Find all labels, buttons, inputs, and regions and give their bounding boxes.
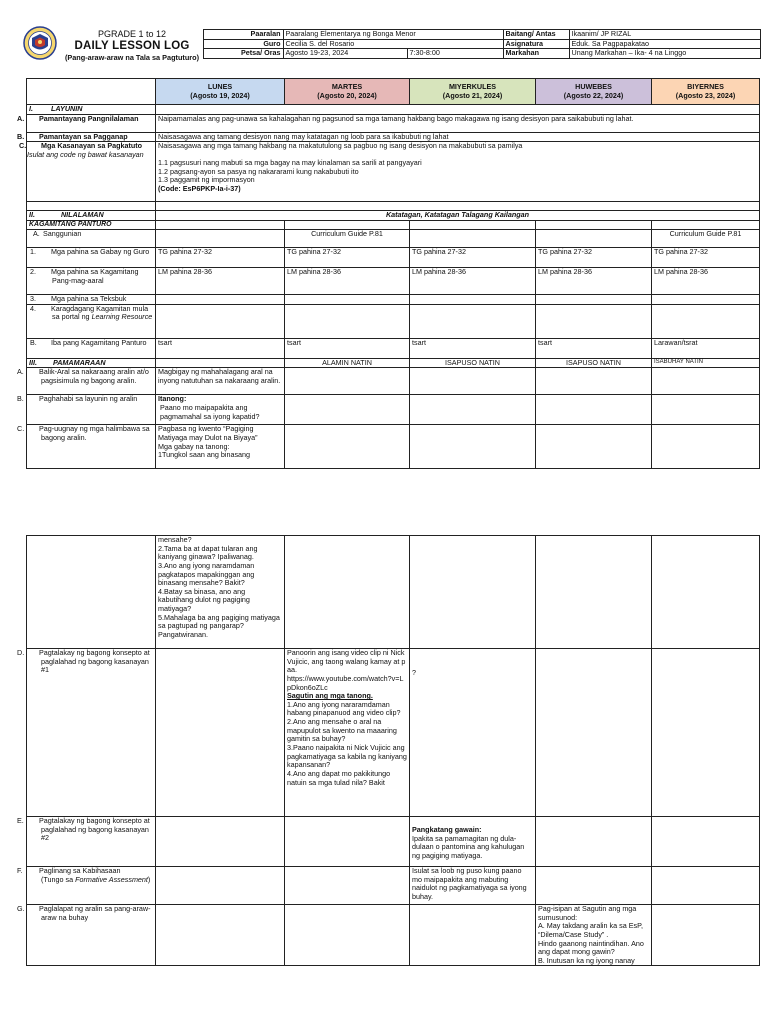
markahan-label: Markahan	[503, 49, 569, 59]
petsa-value: Agosto 19-23, 2024	[283, 49, 407, 59]
tg-biyernes: TG pahina 27-32	[652, 248, 760, 268]
baitang-label: Baitang/ Antas	[503, 30, 569, 40]
guro-label: Guro	[203, 39, 283, 49]
lm-huwebes: LM pahina 28-36	[536, 268, 652, 295]
mga-kasanayan-value: Naisasagawa ang mga tamang hakbang na makatutulong sa pagbuo ng isang desisyon na makabubuti sa pamilya 1.1 pagsusuri nang mabuti sa mga bagay na may kinalaman sa sarili at pangyayari 1.2 pagsang-ayon sa pasya ng nakararami kung nakabubuti ito 1.3 paggamit ng impormasyon (Code: EsP6PKP-Ia-i-37)	[156, 142, 760, 202]
lm-biyernes: LM pahina 28-36	[652, 268, 760, 295]
pag-uugnay-lunes: Pagbasa ng kwento “Pagiging Matiyaga may Dulot na Biyaya” Mga gabay na tanong: 1Tungkol saan ang binasang	[156, 425, 285, 469]
oras-value: 7:30-8:00	[407, 49, 503, 59]
paglinang-miyerkules: Isulat sa loob ng puso kung paano mo maipapakita ang mabuting naidulot ng pagkamatiyaga sa iyong buhay.	[410, 867, 536, 905]
sanggunian-biyernes: Curriculum Guide P.81	[652, 230, 760, 248]
iba-biyernes: Larawan/tsrat	[652, 338, 760, 358]
corner-cell	[27, 79, 156, 105]
guro-value: Cecilia S. del Rosario	[283, 39, 503, 49]
paaralan-label: Paaralan	[203, 30, 283, 40]
tg-huwebes: TG pahina 27-32	[536, 248, 652, 268]
pamantayang-pangnilalaman-value: Naipamamalas ang pag-unawa sa kahalagahan ng pagsunod sa mga tamang hakbang bago makagawa ng isang desisyon para saikabubuti ng lahat.	[156, 114, 760, 132]
row-label-gabay-ng-guro: 1. Mga pahina sa Gabay ng Guro	[27, 248, 156, 268]
row-label-sanggunian: A. Sanggunian	[27, 230, 156, 248]
row-label-kagamitang-pang-mag-aaral: 2. Mga pahina sa Kagamitang Pang-mag-aaral	[27, 268, 156, 295]
row-label-pag-uugnay: C. Pag-uugnay ng mga halimbawa sa bagong aralin.	[27, 425, 156, 469]
header-info-table	[18, 29, 761, 59]
row-label-paghahabi: B. Paghahabi sa layunin ng aralin	[27, 395, 156, 425]
code-note: Isulat ang code ng bawat kasanayan	[27, 149, 144, 159]
section-layunin: I. LAYUNIN	[27, 105, 156, 115]
pagtalakay-2-miyerkules: Pangkatang gawain: Ipakita sa pamamagitan ng dula-dulaan o pantomina ang kahulugan ng pagiging matiyaga.	[410, 817, 536, 867]
day-header-lunes: LUNES (Agosto 19, 2024)	[156, 79, 285, 105]
section-nilalaman: II. NILALAMAN	[27, 211, 156, 221]
day-header-huwebes: HUWEBES (Agosto 22, 2024)	[536, 79, 652, 105]
pagtalakay-1-miyerkules: ?	[410, 649, 536, 817]
grade-label: PGRADE 1 to 12	[97, 29, 167, 39]
pamamaraan-biyernes: ISABUHAY NATIN	[652, 358, 760, 368]
section-kagamitang-panturo: KAGAMITANG PANTURO	[27, 220, 156, 229]
section-pamamaraan: III. PAMAMARAAN	[27, 358, 156, 368]
row-label-balik-aral: A. Balik-Aral sa nakaraang aralin at/o pagsisimula ng bagong aralin.	[27, 368, 156, 395]
row-label-pamantayang-pangnilalaman: A. Pamantayang Pangnilalaman	[27, 114, 156, 132]
lesson-code: (Code: EsP6PKP-Ia-i-37)	[158, 183, 241, 193]
markahan-value: Unang Markahan – Ika- 4 na Linggo	[569, 49, 760, 59]
lesson-log-table-page-2	[17, 535, 760, 966]
iba-miyerkules: tsart	[410, 338, 536, 358]
asignatura-value: Eduk. Sa Pagpapakatao	[569, 39, 760, 49]
pamamaraan-huwebes: ISAPUSO NATIN	[536, 358, 652, 368]
tg-martes: TG pahina 27-32	[285, 248, 410, 268]
document-title: DAILY LESSON LOG	[74, 39, 190, 52]
pag-uugnay-lunes-continued: mensahe? 2.Tama ba at dapat tularan ang kaniyang ginawa? Ipaliwanag. 3.Ano ang iyong naramdaman pagkatapos mapakinggan ang binasang mensahe? Bakit? 4.Batay sa binasa, ano ang kabutihang dulot ng pagiging matiyaga? 5.Mahalaga ba ang pagiging matiyaga sa pagtupad ng pangarap? Pangatwiranan.	[156, 536, 285, 649]
row-label-pagtalakay-1: D. Pagtalakay ng bagong konsepto at paglalahad ng bagong kasanayan #1	[27, 649, 156, 817]
lm-lunes: LM pahina 28-36	[156, 268, 285, 295]
day-header-miyerkules: MIYERKULES (Agosto 21, 2024)	[410, 79, 536, 105]
balik-aral-lunes: Magbigay ng mahahalagang aral na inyong natutuhan sa nakaraang aralin.	[156, 368, 285, 395]
baitang-value: Ikaanim/ JP RIZAL	[569, 30, 760, 40]
day-header-biyernes: BIYERNES (Agosto 23, 2024)	[652, 79, 760, 105]
paglalapat-huwebes: Pag-isipan at Sagutin ang mga sumusunod: A. May takdang aralin ka sa EsP, “Dilema/Case Study” . Hindo gaanong naintindihan. Ano ang dapat mong gawin? B. Inutusan ka ng iyong nanay	[536, 905, 652, 966]
paghahabi-lunes: Itanong: Paano mo maipapakita ang pagmamahal sa iyong kapatid?	[156, 395, 285, 425]
pamantayan-sa-pagganap-value: Naisasagawa ang tamang desisyon nang may katatagan ng loob para sa ikabubuti ng lahat	[156, 132, 760, 142]
lm-miyerkules: LM pahina 28-36	[410, 268, 536, 295]
nilalaman-value: Katatagan, Katatagan Talagang Kailangan	[156, 211, 760, 221]
sanggunian-martes: Curriculum Guide P.81	[285, 230, 410, 248]
pamamaraan-miyerkules: ISAPUSO NATIN	[410, 358, 536, 368]
row-label-karagdagang-kagamitan: 4. Karagdagang Kagamitan mula sa portal ng Learning Resource	[27, 304, 156, 338]
lesson-log-table-page-1	[17, 78, 760, 469]
row-label-paglinang: F. Paglinang sa Kabihasaan (Tungo sa Formative Assessment)	[27, 867, 156, 905]
petsa-label: Petsa/ Oras	[203, 49, 283, 59]
pagtalakay-1-martes: Panoorin ang isang video clip ni Nick Vujicic, ang taong walang kamay at paa. https://www.youtube.com/watch?v=LpDkon6oZLc Sagutin ang mga tanong. 1.Ano ang iyong nararamdaman habang pinapanuod ang video clip? 2.Ano ang mensahe o aral na mapupulot sa kwento na maaaring gamitin sa buhay? 3.Paano naipakita ni Nick Vujicic ang pagkamatiyaga sa kabila ng kaniyang kapansanan? 4.Ano ang dapat mo pakikitungo natuin sa mga tulad nila? Bakit	[285, 649, 410, 817]
tg-miyerkules: TG pahina 27-32	[410, 248, 536, 268]
document-subtitle: (Pang-araw-araw na Tala sa Pagtuturo)	[64, 52, 200, 62]
asignatura-label: Asignatura	[503, 39, 569, 49]
row-label-mga-kasanayan: C. Mga Kasanayan sa Pagkatuto Isulat ang code ng bawat kasanayan	[27, 142, 156, 202]
row-label-pagtalakay-2: E. Pagtalakay ng bagong konsepto at paglalahad ng bagong kasanayan #2	[27, 817, 156, 867]
paaralan-value: Paaralang Elementarya ng Bonga Menor	[283, 30, 503, 40]
iba-huwebes: tsart	[536, 338, 652, 358]
row-label-teksbuk: 3. Mga pahina sa Teksbuk	[27, 295, 156, 305]
row-label-paglalapat: G. Paglalapat ng aralin sa pang-araw-araw na buhay	[27, 905, 156, 966]
tg-lunes: TG pahina 27-32	[156, 248, 285, 268]
iba-lunes: tsart	[156, 338, 285, 358]
day-header-martes: MARTES (Agosto 20, 2024)	[285, 79, 410, 105]
iba-martes: tsart	[285, 338, 410, 358]
pamamaraan-martes: ALAMIN NATIN	[285, 358, 410, 368]
lm-martes: LM pahina 28-36	[285, 268, 410, 295]
row-label-pamantayan-sa-pagganap: B. Pamantayan sa Pagganap	[27, 132, 156, 142]
row-label-iba-pang-kagamitan: B. Iba pang Kagamitang Panturo	[27, 338, 156, 358]
